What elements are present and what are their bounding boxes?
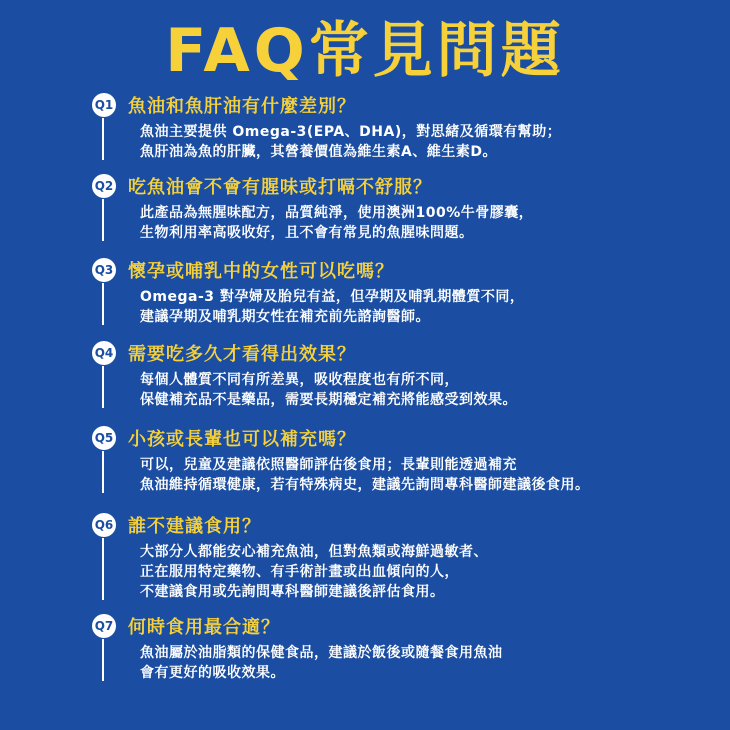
answer-line: 保健補充品不是藥品，需要長期穩定補充將能感受到效果。 xyxy=(140,392,517,408)
faq-question-row xyxy=(92,425,712,451)
answer-line: 魚油主要提供 Omega-3(EPA、DHA)，對思緒及循環有幫助； xyxy=(140,124,562,140)
question-badge: Q5 xyxy=(92,426,116,450)
question-badge: Q7 xyxy=(92,614,116,638)
faq-question-row xyxy=(92,173,712,199)
faq-question: 何時食用最合適？ xyxy=(128,617,280,638)
page-title: FAQ常見問題 xyxy=(165,16,565,86)
question-badge: Q4 xyxy=(92,341,116,365)
faq-question-row xyxy=(92,92,712,118)
faq-item xyxy=(92,92,712,162)
faq-answer xyxy=(102,287,712,327)
question-badge: Q1 xyxy=(92,93,116,117)
faq-item xyxy=(92,512,712,602)
faq-question: 誰不建議食用？ xyxy=(128,516,261,537)
answer-line: 大部分人都能安心補充魚油，但對魚類或海鮮過敏者、 xyxy=(140,544,488,560)
faq-answer xyxy=(102,203,712,243)
answer-line: 正在服用特定藥物、有手術計畫或出血傾向的人， xyxy=(140,564,459,580)
answer-line: 每個人體質不同有所差異，吸收程度也有所不同， xyxy=(140,372,459,388)
answer-line: 會有更好的吸收效果。 xyxy=(140,665,285,681)
faq-question: 需要吃多久才看得出效果？ xyxy=(128,344,356,365)
faq-question: 吃魚油會不會有腥味或打嗝不舒服？ xyxy=(128,177,432,198)
faq-answer xyxy=(102,643,712,683)
question-badge: Q3 xyxy=(92,258,116,282)
faq-item xyxy=(92,613,712,683)
answer-line: Omega-3 對孕婦及胎兒有益，但孕期及哺乳期體質不同， xyxy=(140,289,525,305)
answer-line: 生物利用率高吸收好，且不會有常見的魚腥味問題。 xyxy=(140,225,474,241)
answer-line: 可以，兒童及建議依照醫師評估後食用；長輩則能透過補充 xyxy=(140,457,517,473)
faq-question-row xyxy=(92,340,712,366)
question-badge: Q6 xyxy=(92,513,116,537)
answer-line: 魚肝油為魚的肝臟，其營養價值為維生素A、維生素D。 xyxy=(140,144,497,160)
faq-answer xyxy=(102,542,712,602)
faq-question: 懷孕或哺乳中的女性可以吃嗎？ xyxy=(128,261,394,282)
faq-answer xyxy=(102,370,712,410)
faq-answer xyxy=(102,122,712,162)
faq-question-row xyxy=(92,613,712,639)
faq-answer xyxy=(102,455,712,495)
faq-question-row xyxy=(92,257,712,283)
question-badge: Q2 xyxy=(92,174,116,198)
faq-question: 魚油和魚肝油有什麼差別？ xyxy=(128,96,356,117)
faq-question-row xyxy=(92,512,712,538)
faq-item xyxy=(92,257,712,327)
faq-item xyxy=(92,340,712,410)
faq-question: 小孩或長輩也可以補充嗎？ xyxy=(128,429,356,450)
answer-line: 不建議食用或先詢問專科醫師建議後評估食用。 xyxy=(140,584,445,600)
answer-line: 此產品為無腥味配方，品質純淨，使用澳洲100%牛骨膠囊， xyxy=(140,205,534,221)
faq-item xyxy=(92,173,712,243)
answer-line: 建議孕期及哺乳期女性在補充前先諮詢醫師。 xyxy=(140,309,430,325)
answer-line: 魚油維持循環健康，若有特殊病史，建議先詢問專科醫師建議後食用。 xyxy=(140,477,590,493)
answer-line: 魚油屬於油脂類的保健食品，建議於飯後或隨餐食用魚油 xyxy=(140,645,503,661)
faq-item xyxy=(92,425,712,495)
